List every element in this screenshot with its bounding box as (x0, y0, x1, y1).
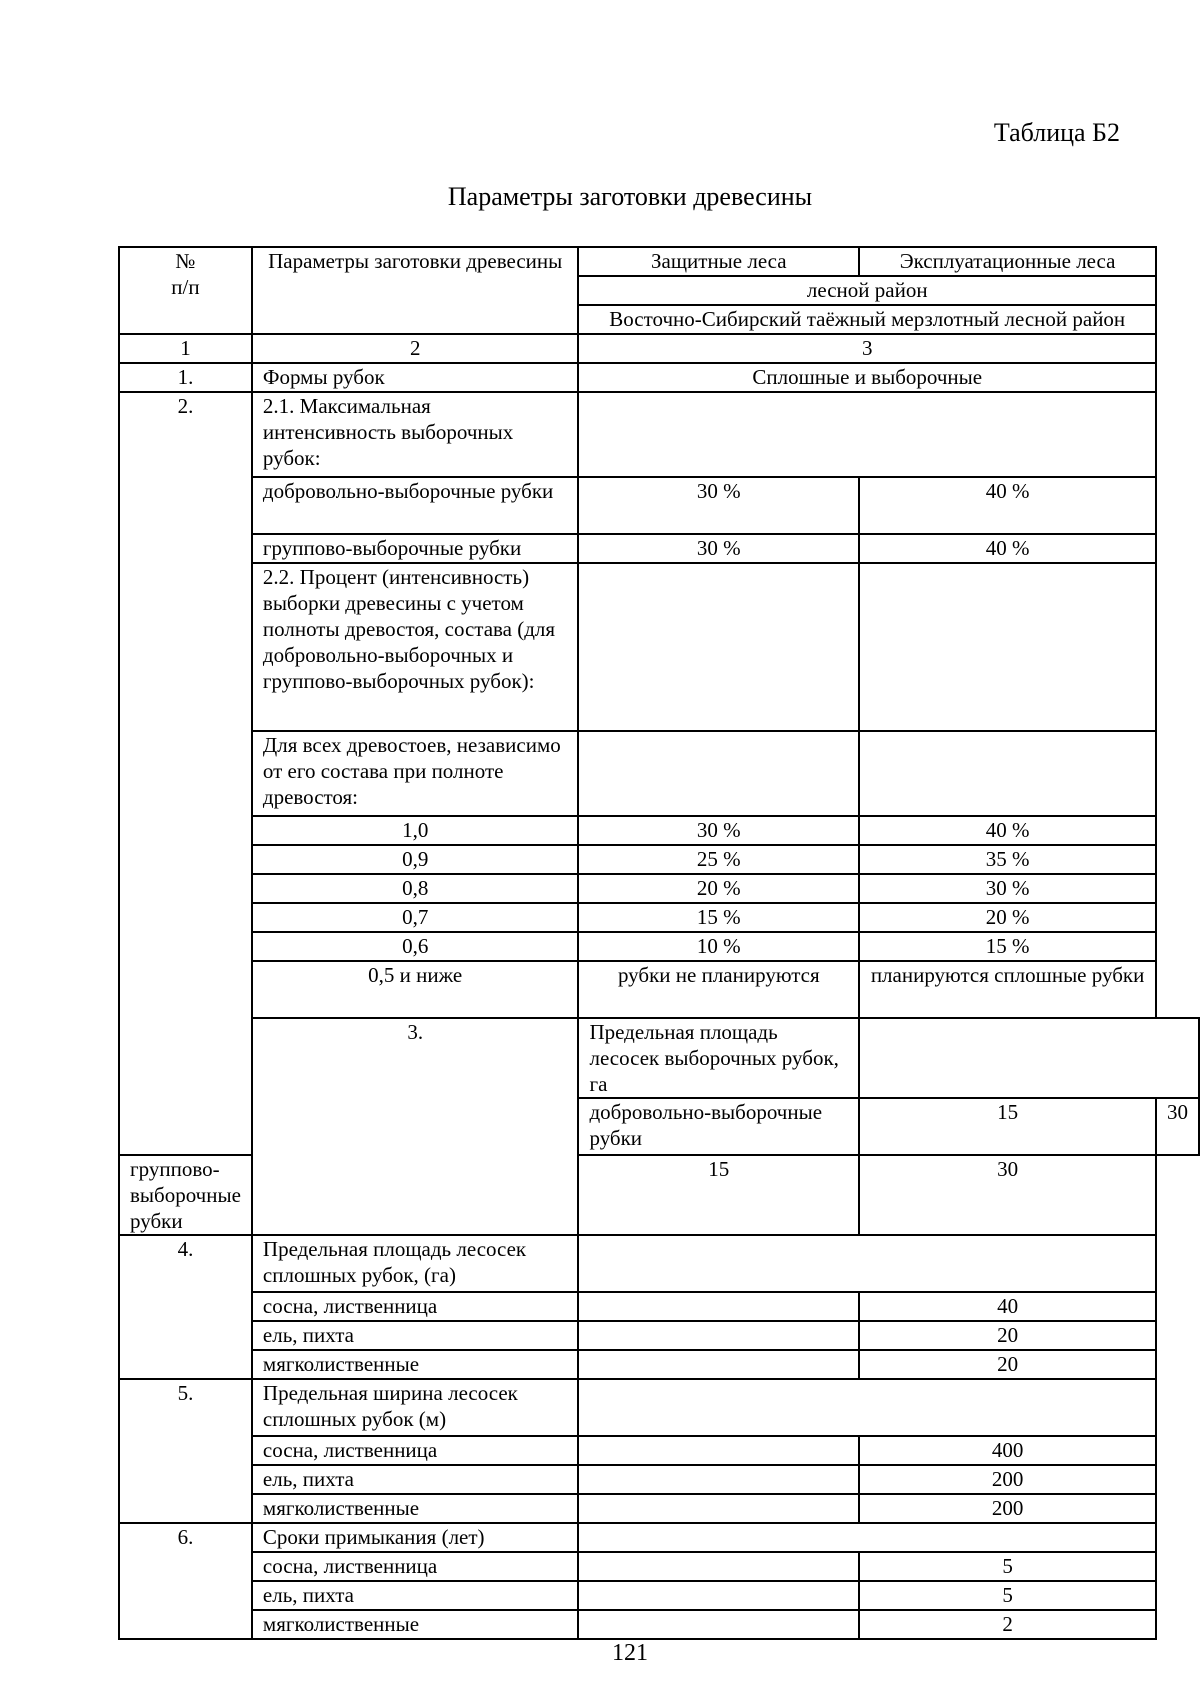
row-label: сосна, лиственница (252, 1436, 579, 1465)
exploitation-value: 35 % (859, 845, 1156, 874)
row-number: 1. (119, 363, 252, 392)
row-label: сосна, лиственница (252, 1552, 579, 1581)
exploitation-value: 5 (859, 1581, 1156, 1610)
exploitation-value: 40 % (859, 477, 1156, 534)
empty-cell (578, 1436, 859, 1465)
empty-cell (578, 1235, 1156, 1292)
empty-cell (578, 563, 859, 731)
header-district-label: лесной район (578, 276, 1156, 305)
exploitation-value: 20 (859, 1321, 1156, 1350)
section-title: Предельная площадь лесосек сплошных рубок, (га) (252, 1235, 579, 1292)
empty-cell (578, 1321, 859, 1350)
exploitation-value: 20 % (859, 903, 1156, 932)
row-label: Формы рубок (252, 363, 579, 392)
empty-cell (578, 1465, 859, 1494)
page-title: Параметры заготовки древесины (447, 182, 813, 211)
empty-cell (578, 1350, 859, 1379)
section-title: Предельная площадь лесосек выборочных рубок, га (578, 1018, 859, 1098)
exploitation-value: планируются сплошные рубки (859, 961, 1156, 1018)
page-number: 121 (612, 1640, 648, 1666)
exploitation-value: 20 (859, 1350, 1156, 1379)
row-label: добровольно-выборочные рубки (578, 1098, 859, 1155)
exploitation-value: 30 (1156, 1098, 1199, 1155)
density-value: 0,7 (252, 903, 579, 932)
row-number: 4. (119, 1235, 252, 1379)
density-value: 0,5 и ниже (252, 961, 579, 1018)
header-param: Параметры заготовки древесины (252, 247, 579, 334)
empty-cell (859, 563, 1156, 731)
protective-value: 15 (859, 1098, 1156, 1155)
empty-cell (578, 1610, 859, 1639)
density-value: 0,6 (252, 932, 579, 961)
row-number: 3. (252, 1018, 579, 1235)
empty-cell (578, 1581, 859, 1610)
protective-value: 15 % (578, 903, 859, 932)
protective-value: 10 % (578, 932, 859, 961)
section-title: Предельная ширина лесосек сплошных рубок (м) (252, 1379, 579, 1436)
row-label: сосна, лиственница (252, 1292, 579, 1321)
row-label: добровольно-выборочные рубки (252, 477, 579, 534)
empty-cell (578, 392, 1156, 477)
header-protective: Защитные леса (578, 247, 859, 276)
parameters-table (118, 246, 1200, 1640)
column-number: 2 (252, 334, 579, 363)
header-num: № п/п (119, 247, 252, 334)
row-label: мягколиственные (252, 1610, 579, 1639)
header-district-name: Восточно-Сибирский таёжный мерзлотный лесной район (578, 305, 1156, 334)
exploitation-value: 40 % (859, 534, 1156, 563)
empty-cell (578, 1494, 859, 1523)
protective-value: 30 % (578, 477, 859, 534)
row-number: 6. (119, 1523, 252, 1639)
row-label: группово-выборочные рубки (119, 1155, 252, 1235)
protective-value: 30 % (578, 816, 859, 845)
exploitation-value: 40 % (859, 816, 1156, 845)
row-label: ель, пихта (252, 1465, 579, 1494)
row-label: мягколиственные (252, 1494, 579, 1523)
column-number: 1 (119, 334, 252, 363)
protective-value: 15 (578, 1155, 859, 1235)
header-exploitation: Эксплуатационные леса (859, 247, 1156, 276)
exploitation-value: 30 % (859, 874, 1156, 903)
exploitation-value: 40 (859, 1292, 1156, 1321)
exploitation-value: 15 % (859, 932, 1156, 961)
row-value: Сплошные и выборочные (578, 363, 1156, 392)
exploitation-value: 2 (859, 1610, 1156, 1639)
exploitation-value: 30 (859, 1155, 1156, 1235)
density-value: 0,8 (252, 874, 579, 903)
row-label: мягколиственные (252, 1350, 579, 1379)
row-label: группово-выборочные рубки (252, 534, 579, 563)
table-label: Таблица Б2 (993, 118, 1120, 147)
section-title: 2.2. Процент (интенсивность) выборки древесины с учетом полноты древостоя, состава (для добровольно-выборочных и группово-выборочных рубок): (252, 563, 579, 731)
section-title: 2.1. Максимальная интенсивность выборочных рубок: (252, 392, 579, 477)
empty-cell (859, 1018, 1199, 1098)
row-number: 2. (119, 392, 252, 1155)
density-value: 1,0 (252, 816, 579, 845)
exploitation-value: 200 (859, 1465, 1156, 1494)
density-value: 0,9 (252, 845, 579, 874)
protective-value: 20 % (578, 874, 859, 903)
row-label: ель, пихта (252, 1581, 579, 1610)
section-title: Сроки примыкания (лет) (252, 1523, 579, 1552)
empty-cell (578, 1292, 859, 1321)
exploitation-value: 5 (859, 1552, 1156, 1581)
protective-value: 30 % (578, 534, 859, 563)
empty-cell (578, 1523, 1156, 1552)
exploitation-value: 400 (859, 1436, 1156, 1465)
empty-cell (578, 1552, 859, 1581)
empty-cell (859, 731, 1156, 816)
empty-cell (578, 1379, 1156, 1436)
row-number: 5. (119, 1379, 252, 1523)
column-number: 3 (578, 334, 1156, 363)
exploitation-value: 200 (859, 1494, 1156, 1523)
row-label: ель, пихта (252, 1321, 579, 1350)
empty-cell (578, 731, 859, 816)
protective-value: рубки не планируются (578, 961, 859, 1018)
protective-value: 25 % (578, 845, 859, 874)
section-title: Для всех древостоев, независимо от его состава при полноте древостоя: (252, 731, 579, 816)
